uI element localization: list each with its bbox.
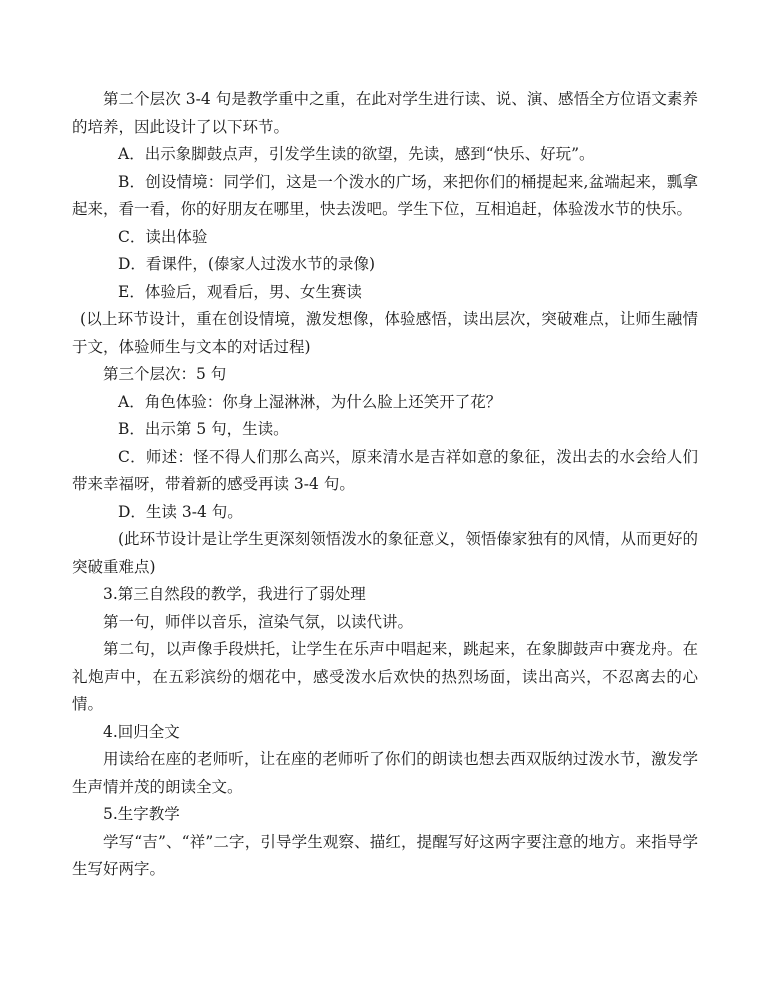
paragraph-section3-sentence1: 第一句，师伴以音乐，渲染气氛，以读代讲。 [103, 612, 414, 631]
paragraph-section4-body: 用读给在座的老师听，让在座的老师听了你们的朗读也想去西双版纳过泼水节，激发学生声情并茂的朗读全文。 [72, 750, 698, 796]
document-body [72, 86, 698, 884]
paragraph-step-e: E．体验后，观看后，男、女生赛读 [118, 282, 362, 301]
paragraph-level-two-intro: 第二个层次 3-4 句是教学重中之重，在此对学生进行读、说、演、感悟全方位语文素养的培养，因此设计了以下环节。 [72, 90, 698, 136]
section-heading-5: 5.生字教学 [103, 805, 180, 823]
paragraph-step-b: B．创设情境：同学们，这是一个泼水的广场，来把你们的桶提起来,盆端起来，瓢拿起来，看一看，你的好朋友在哪里，快去泼吧。学生下位，互相追赶，体验泼水节的快乐。 [72, 172, 698, 218]
paragraph-design-note-1: (以上环节设计，重在创设情境，激发想像，体验感悟，读出层次，突破难点，让师生融情于文，体验师生与文本的对话过程) [72, 310, 698, 356]
paragraph-level-three-heading: 第三个层次：5 句 [103, 365, 227, 383]
section-heading-4: 4.回归全文 [103, 722, 180, 741]
paragraph-section3-sentence2: 第二句，以声像手段烘托，让学生在乐声中唱起来，跳起来，在象脚鼓声中赛龙舟。在礼炮声中，在五彩滨纷的烟花中，感受泼水后欢快的热烈场面，读出高兴，不忍离去的心情。 [72, 640, 698, 713]
paragraph-level-three-d: D．生读 3-4 句。 [118, 502, 243, 521]
paragraph-step-a: A．出示象脚鼓点声，引发学生读的欲望，先读，感到“快乐、好玩”。 [118, 145, 595, 163]
paragraph-level-three-a: A．角色体验：你身上湿淋淋，为什么脸上还笑开了花？ [118, 392, 502, 411]
paragraph-step-c: C．读出体验 [118, 227, 208, 246]
paragraph-section5-body: 学写“吉”、“祥”二字，引导学生观察、描红，提醒写好这两字要注意的地方。来指导学生写好两字。 [72, 832, 698, 878]
paragraph-level-three-c: C．师述：怪不得人们那么高兴，原来清水是吉祥如意的象征，泼出去的水会给人们带来幸福呀，带着新的感受再读 3-4 句。 [72, 447, 698, 493]
section-heading-3: 3.第三自然段的教学，我进行了弱处理 [103, 585, 366, 603]
paragraph-design-note-2: (此环节设计是让学生更深刻领悟泼水的象征意义，领悟傣家独有的风情，从而更好的突破重难点) [72, 530, 698, 576]
paragraph-level-three-b: B．出示第 5 句，生读。 [118, 420, 289, 438]
paragraph-step-d: D．看课件，(傣家人过泼水节的录像) [118, 255, 376, 273]
